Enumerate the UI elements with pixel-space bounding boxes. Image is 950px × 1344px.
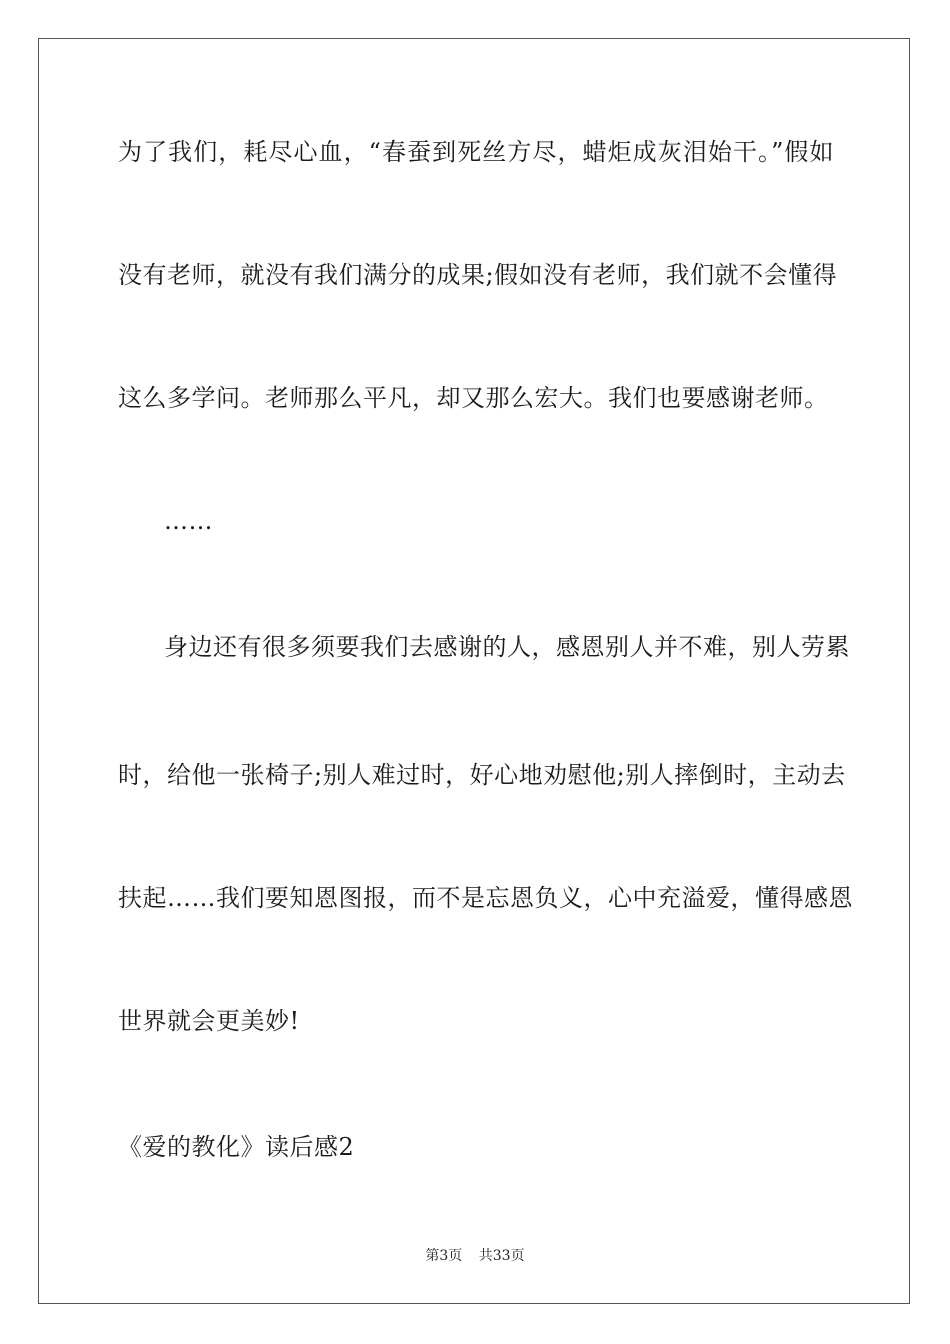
paragraph-line: 这么多学问。老师那么平凡，却又那么宏大。我们也要感谢老师。 [118, 384, 829, 412]
total-pages: 共33页 [478, 1248, 525, 1264]
paragraph-line: 扶起……我们要知恩图报，而不是忘恩负义，心中充溢爱，懂得感恩 [118, 884, 853, 912]
paragraph-line: 世界就会更美妙! [118, 1007, 300, 1035]
page-footer [0, 1246, 950, 1266]
paragraph-line: 为了我们，耗尽心血，“春蚕到死丝方尽，蜡炬成灰泪始干。”假如 [118, 138, 834, 166]
section-heading: 《爱的教化》读后感2 [118, 1133, 355, 1161]
paragraph-line: 时，给他一张椅子;别人难过时，好心地劝慰他;别人摔倒时，主动去 [118, 761, 846, 789]
paragraph-line: 没有老师，就没有我们满分的成果;假如没有老师，我们就不会懂得 [118, 261, 838, 289]
page-border [38, 38, 910, 1304]
paragraph-line: 身边还有很多须要我们去感谢的人，感恩别人并不难，别人劳累 [164, 633, 850, 661]
page-number: 第3页 [425, 1248, 463, 1264]
ellipsis-line: …… [164, 507, 213, 535]
